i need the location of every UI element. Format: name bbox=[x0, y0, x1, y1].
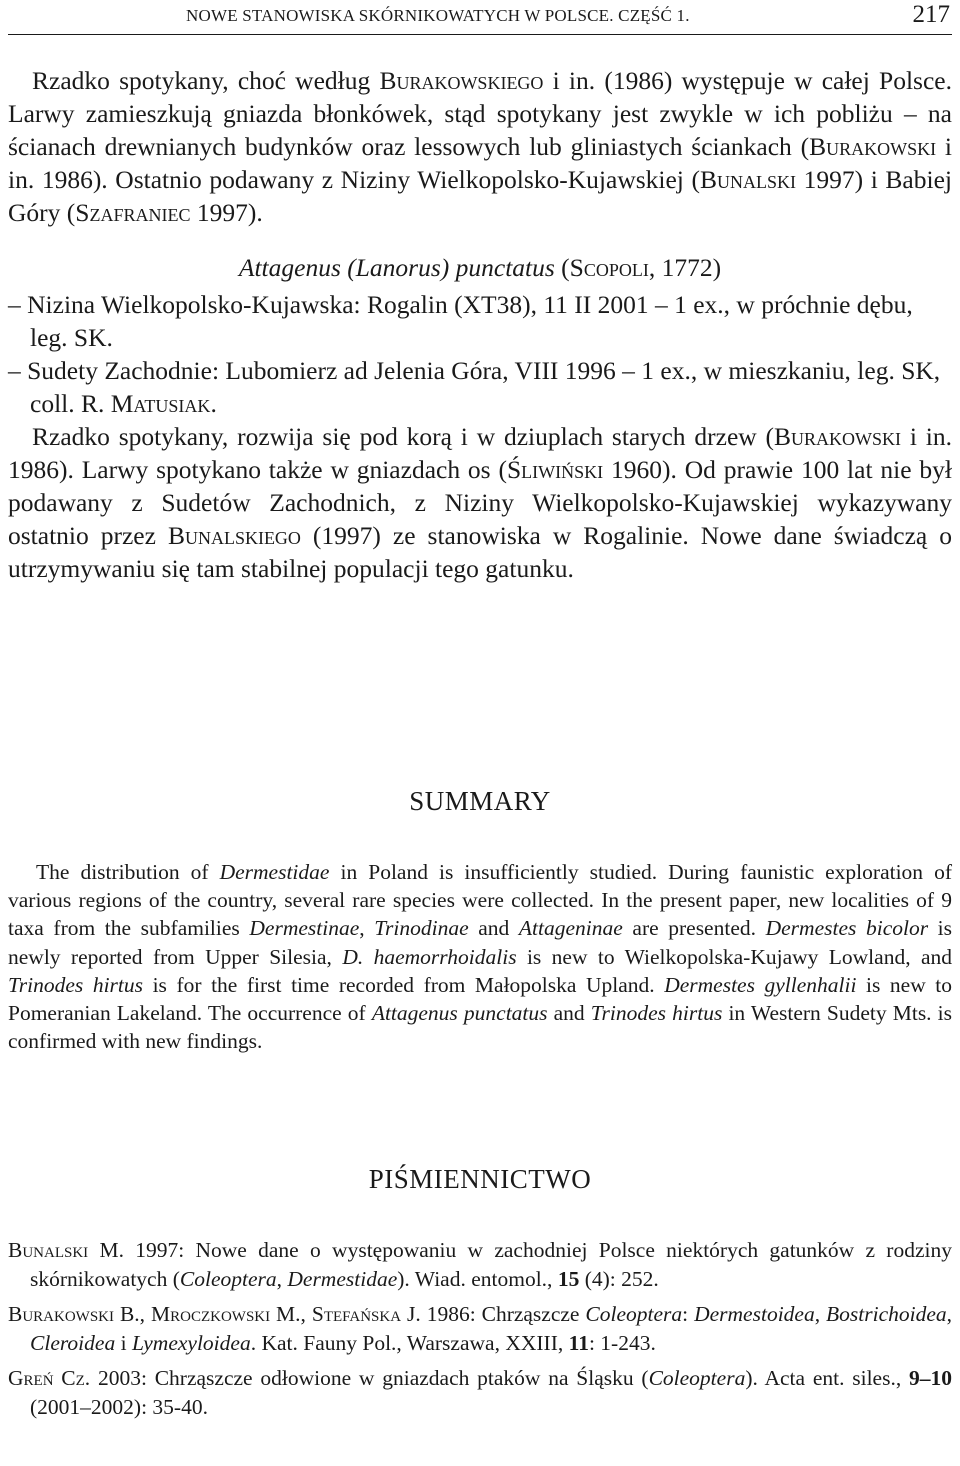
text-run: i in. (1986) występuje w całej Polsce. Larwy zamieszkują gniazda błonkówek, stąd spotykany jest zwykle w ich pobliżu – na ścianach drewnianych budynków oraz lessowych lub gliniastych ściankach ( bbox=[8, 66, 952, 161]
text-run: (2001–2002): 35-40. bbox=[30, 1394, 208, 1419]
reference-item bbox=[8, 1300, 952, 1357]
taxon-name: Trinodes hirtus bbox=[8, 972, 144, 997]
taxon-name: Attageninae bbox=[518, 916, 623, 941]
intro-paragraph bbox=[8, 64, 952, 229]
taxon-name: Coleoptera bbox=[179, 1266, 277, 1291]
author-name: Mroczkowski M. bbox=[151, 1302, 301, 1326]
text-run: , 1772) bbox=[648, 253, 722, 282]
text-run: is for the first time recorded from Małopolska Upland. bbox=[143, 972, 665, 997]
taxon-name: Dermestidae bbox=[287, 1266, 398, 1291]
species-heading bbox=[8, 251, 952, 284]
summary-paragraph bbox=[8, 858, 952, 1055]
author-name: Bunalskiego bbox=[167, 521, 301, 550]
text-run: and bbox=[468, 916, 519, 941]
taxon-name: D. haemorrhoidalis bbox=[342, 944, 517, 969]
taxon-name: Dermestes bicolor bbox=[765, 916, 929, 941]
taxon-name: Dermestoidea bbox=[694, 1302, 815, 1326]
text-run: , bbox=[300, 1302, 312, 1326]
text-run: in Poland is insufficiently studied. During faunistic exploration of various regions of the country, several rare species were collected. In the present paper, new localities of 9 taxa from the subfamilies bbox=[8, 860, 952, 941]
taxon-name: Cleroidea bbox=[30, 1330, 116, 1355]
references-title: PIŚMIENNICTWO bbox=[368, 1164, 592, 1194]
summary-title: SUMMARY bbox=[409, 786, 551, 816]
text-run: is new to Pomeranian Lakeland. The occurrence of bbox=[8, 972, 952, 1026]
taxon-name: Trinodinae bbox=[374, 916, 469, 941]
text-run: in Western Sudety Mts. is confirmed with new findings. bbox=[8, 1001, 953, 1054]
text-run: 2003: Chrząszcze odłowione w gniazdach ptaków na Śląsku ( bbox=[90, 1366, 649, 1390]
record-item bbox=[8, 354, 952, 420]
record-text: – Nizina Wielkopolsko-Kujawska: Rogalin (XT38), 11 II 2001 – 1 ex., w próchnie dębu, leg. SK. bbox=[8, 290, 913, 352]
taxon-name: Dermestes gyllenhalii bbox=[664, 972, 857, 997]
volume-number: 15 bbox=[557, 1266, 580, 1291]
text-run: . bbox=[210, 389, 217, 418]
record-text: – Sudety Zachodnie: Lubomierz ad Jelenia Góra, VIII 1996 – 1 ex., w mieszkaniu, leg. SK, coll. R. bbox=[8, 356, 941, 418]
reference-list bbox=[8, 1236, 952, 1428]
author-name: Burakowskiego bbox=[379, 66, 544, 95]
text-run: is new to Wielkopolska-Kujawy Lowland, and bbox=[516, 944, 953, 969]
text-run: Rzadko spotykany, rozwija się pod korą i w dziuplach starych drzew ( bbox=[32, 422, 775, 451]
text-run: , bbox=[139, 1302, 151, 1326]
author-name: Scopoli bbox=[569, 253, 649, 282]
text-run: ( bbox=[554, 253, 570, 282]
text-run: and bbox=[547, 1001, 591, 1026]
record-item bbox=[8, 288, 952, 354]
taxon-name: Dermestinae bbox=[249, 916, 360, 941]
text-run: are presented. bbox=[622, 916, 766, 941]
taxon-name: Dermestidae bbox=[219, 860, 330, 884]
text-run: (4): 252. bbox=[579, 1266, 659, 1291]
volume-number: 9–10 bbox=[909, 1366, 952, 1390]
text-run: . Kat. Fauny Pol., Warszawa, XXIII, bbox=[250, 1330, 569, 1355]
running-title: NOWE STANOWISKA SKÓRNIKOWATYCH W POLSCE. CZĘŚĆ 1. bbox=[186, 6, 690, 25]
author-name: Burakowski B. bbox=[8, 1302, 140, 1326]
page-number: 217 bbox=[912, 1, 950, 28]
text-run: (1997) ze stanowiska w Rogalinie. Nowe dane świadczą o utrzymywaniu się tam stabilnej populacji tego gatunku. bbox=[8, 521, 952, 583]
text-run: , bbox=[946, 1302, 953, 1326]
text-run: i in. 1986). Ostatnio podawany z Niziny Wielkopolsko-Kujawskiej ( bbox=[8, 132, 952, 194]
text-run: , bbox=[359, 916, 375, 941]
author-name: Matusiak bbox=[110, 389, 211, 418]
taxon-name: Trinodes hirtus bbox=[590, 1001, 723, 1026]
author-name: Śliwiński bbox=[506, 455, 604, 484]
text-run: The distribution of bbox=[36, 860, 220, 884]
summary-text bbox=[8, 858, 952, 1055]
species-name: Attagenus (Lanorus) punctatus bbox=[238, 253, 555, 282]
text-run: : bbox=[682, 1302, 695, 1326]
reference-item bbox=[8, 1236, 952, 1293]
author-name: Bunalski bbox=[700, 165, 797, 194]
text-run: ). Acta ent. siles., bbox=[745, 1366, 909, 1390]
text-run: 1986: Chrząszcze bbox=[420, 1302, 586, 1326]
running-header bbox=[8, 2, 952, 35]
taxon-name: Coleoptera bbox=[648, 1366, 746, 1390]
text-run: 1997: Nowe dane o występowaniu w zachodniej Polsce niektórych gatunków z rodziny skórnikowatych ( bbox=[30, 1238, 952, 1291]
text-run: 1997) i Babiej Góry ( bbox=[8, 165, 952, 227]
author-name: Burakowski bbox=[774, 422, 902, 451]
text-run: i in. 1986). Larwy spotykano także w gniazdach os ( bbox=[8, 422, 952, 484]
author-name: Stefańska J. bbox=[311, 1302, 421, 1326]
text-run: Rzadko spotykany, choć według bbox=[32, 66, 380, 95]
reference-item bbox=[8, 1364, 952, 1421]
taxon-name: Coleoptera bbox=[585, 1302, 683, 1326]
author-name: Greń Cz. bbox=[8, 1366, 91, 1390]
text-run: i bbox=[115, 1330, 132, 1355]
volume-number: 11 bbox=[568, 1330, 589, 1355]
taxon-name: Bostrichoidea bbox=[826, 1302, 947, 1326]
taxon-name: Lymexyloidea bbox=[131, 1330, 251, 1355]
text-run: : 1-243. bbox=[588, 1330, 656, 1355]
main-text bbox=[8, 64, 952, 585]
author-name: Szafraniec bbox=[75, 198, 191, 227]
text-run: , bbox=[814, 1302, 827, 1326]
text-run: 1997). bbox=[190, 198, 263, 227]
text-run: is newly reported from Upper Silesia, bbox=[8, 916, 953, 969]
taxon-name: Attagenus punctatus bbox=[371, 1001, 548, 1026]
author-name: Bunalski M. bbox=[8, 1238, 124, 1262]
author-name: Burakowski bbox=[809, 132, 937, 161]
text-run: ). Wiad. entomol., bbox=[397, 1266, 558, 1291]
species-paragraph bbox=[8, 420, 952, 585]
text-run: , bbox=[276, 1266, 288, 1291]
text-run: 1960). Od prawie 100 lat nie był podawany z Sudetów Zachodnich, z Niziny Wielkopolsko-Kujawskiej wykazywany ostatnio przez bbox=[8, 455, 952, 550]
